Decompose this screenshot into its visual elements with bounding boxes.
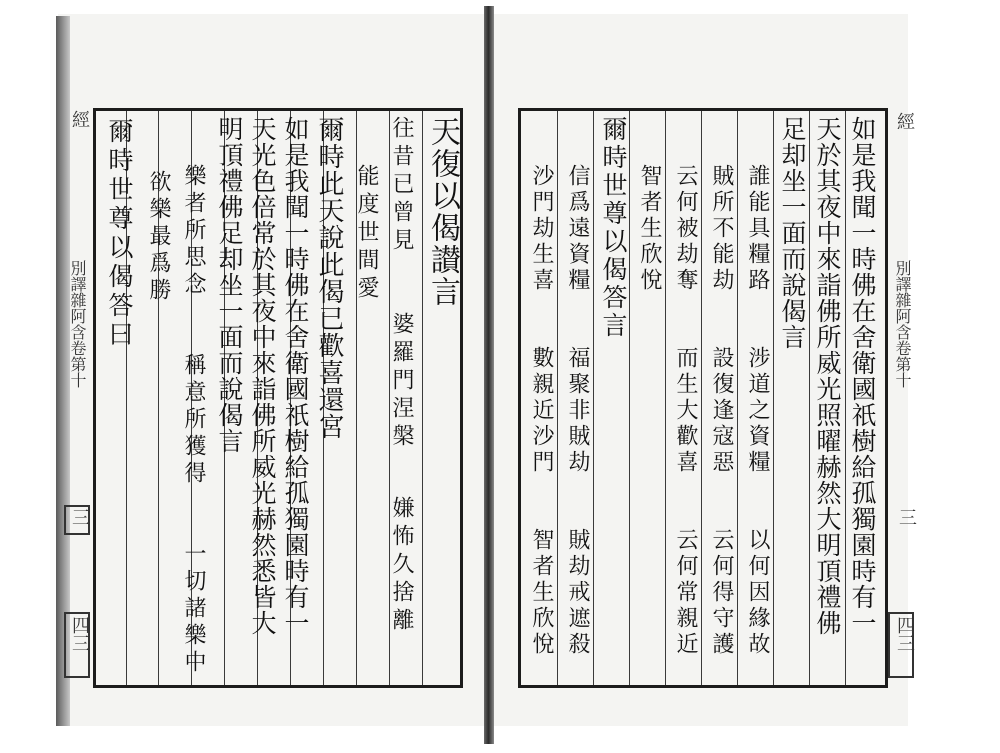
- text-column: 明頂禮佛足却坐一面而說偈言: [215, 116, 244, 454]
- right-margin-title: 經: [894, 112, 915, 130]
- text-column: 沙門劫生喜 數親近沙門 智者生欣悅: [529, 164, 554, 658]
- text-column: 能度世間愛: [354, 164, 379, 304]
- right-margin-leaf-number: 三: [896, 508, 917, 526]
- text-column: 爾時此天說此偈已歡喜還宮: [314, 116, 344, 440]
- text-column: 信爲遠資糧 福聚非賊劫 賊劫戒遮殺: [565, 164, 590, 658]
- column-rule: [809, 111, 810, 685]
- column-rule: [845, 111, 846, 685]
- left-margin-title: 經: [69, 110, 90, 128]
- text-column: 爾時世尊以偈答言: [599, 116, 628, 340]
- column-rule: [422, 111, 423, 685]
- column-rule: [557, 111, 558, 685]
- column-rule: [629, 111, 630, 685]
- text-column: 云何被劫奪 而生大歡喜 云何常親近: [673, 164, 698, 658]
- text-column: 天光色倍常於其夜中來詣佛所威光赫然悉皆大: [248, 116, 277, 636]
- column-rule: [701, 111, 702, 685]
- left-margin-page-number: 四三: [69, 616, 90, 652]
- text-column: 賊所不能劫 設復逢寇惡 云何得守護: [709, 164, 734, 658]
- text-column: 如是我聞一時佛在舍衛國祇樹給孤獨園時有一: [281, 116, 310, 636]
- text-column: 智者生欣悅: [637, 164, 662, 294]
- text-column: 足却坐一面而說偈言: [778, 116, 807, 350]
- column-rule: [593, 111, 594, 685]
- book-spine: [484, 6, 494, 744]
- left-margin-leaf-number: 三: [69, 508, 90, 526]
- right-margin-header: 別譯雜阿含卷第十: [893, 260, 912, 388]
- column-rule: [773, 111, 774, 685]
- right-margin-page-number: 四三: [894, 616, 915, 652]
- text-column: 誰能具糧路 涉道之資糧 以何因緣故: [745, 164, 770, 658]
- column-rule: [665, 111, 666, 685]
- text-column: 欲樂最爲勝: [146, 170, 171, 305]
- text-column: 樂者所思念 稱意所獲得 一切諸樂中: [181, 164, 206, 677]
- text-column: 如是我聞一時佛在舍衛國祇樹給孤獨園時有一: [848, 116, 877, 636]
- text-column: 天於其夜中來詣佛所威光照曜赫然大明頂禮佛: [813, 116, 842, 636]
- text-column: 往昔已曾見 婆羅門涅槃: [389, 116, 414, 452]
- left-margin-header: 別譯雜阿含卷第十: [68, 260, 87, 388]
- text-column: 爾時世尊以偈答曰: [105, 118, 134, 350]
- column-rule: [737, 111, 738, 685]
- text-column: 嫌怖久捨離: [389, 496, 414, 636]
- text-column: 天復以偈讃言: [425, 116, 460, 308]
